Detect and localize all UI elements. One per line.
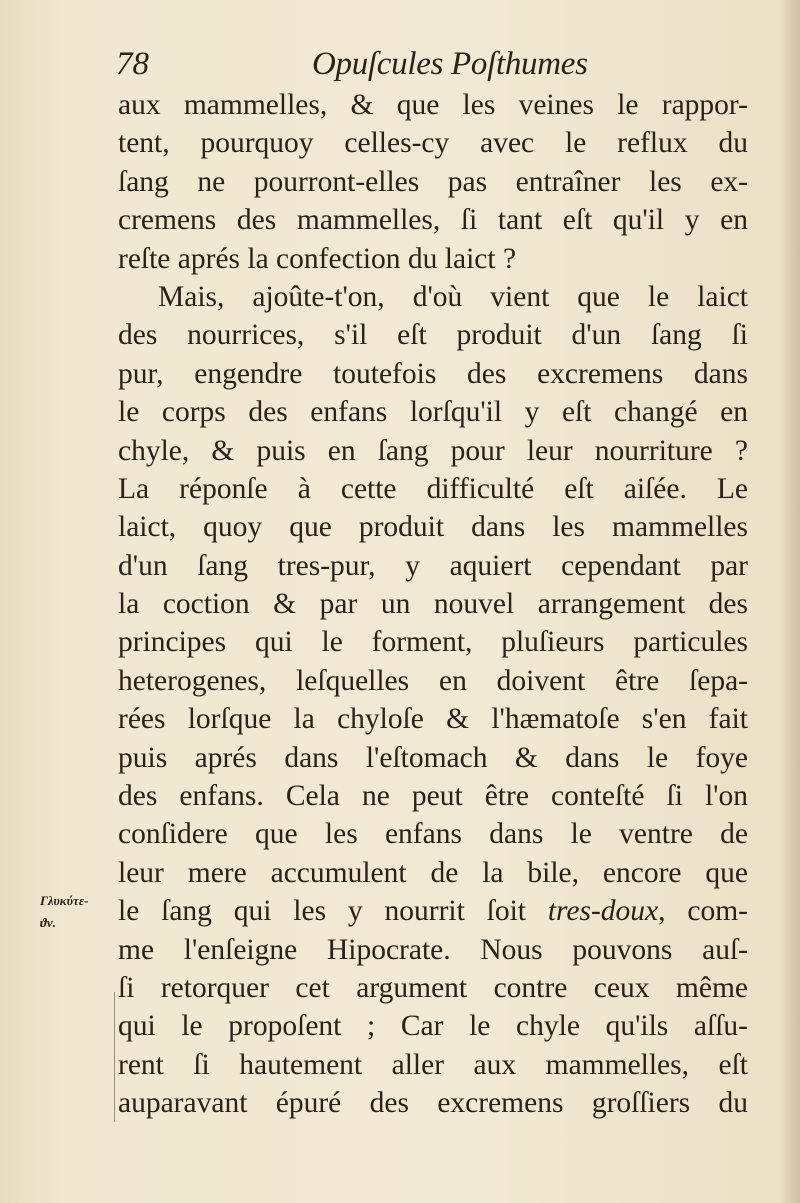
text-line: rent ſi hautement aller aux mammelles, eſt xyxy=(118,1048,748,1081)
text-line: rées lorſque la chyloſe & l'hæmatoſe s'en fait xyxy=(118,703,748,736)
text-line: principes qui le forment, pluſieurs particules xyxy=(118,626,748,659)
text-line: leur mere accumulent de la bile, encore que xyxy=(118,856,748,889)
text-line: qui le propoſent ; Car le chyle qu'ils aſſu- xyxy=(118,1010,748,1043)
paragraph-start-line: Mais, ajoûte-t'on, d'où vient que le laict xyxy=(158,280,748,313)
text-line: conſidere que les enfans dans le ventre de xyxy=(118,818,748,851)
text-line: pur, engendre toutefois des excremens dans xyxy=(118,357,748,390)
text-line: la coction & par un nouvel arrangement des xyxy=(118,588,748,621)
text-line: puis aprés dans l'eſtomach & dans le foye xyxy=(118,741,748,774)
text-run: , com- xyxy=(658,895,748,928)
text-line: des enfans. Cela ne peut être conteſté ſi l'on xyxy=(118,780,748,813)
text-line: me l'enſeigne Hipocrate. Nous pouvons auſ- xyxy=(118,933,748,966)
italic-phrase: tres-doux xyxy=(547,895,659,928)
marginal-note xyxy=(40,890,110,934)
text-run: le ſang qui les y nourrit ſoit xyxy=(118,895,548,928)
text-line: aux mammelles, & que les veines le rappor- xyxy=(118,89,748,121)
text-line-with-italic xyxy=(118,892,748,930)
text-line: le corps des enfans lorſqu'il y eſt changé en xyxy=(118,396,748,429)
text-line: chyle, & puis en ſang pour leur nourriture ? xyxy=(118,434,748,467)
text-line: laict, quoy que produit dans les mammelles xyxy=(118,511,748,544)
text-line: tent, pourquoy celles-cy avec le reflux du xyxy=(118,127,748,160)
text-line: auparavant épuré des excremens groſſiers du xyxy=(118,1087,748,1120)
text-line: reſte aprés la confection du laict ? xyxy=(118,242,517,275)
text-line: d'un ſang tres-pur, y aquiert cependant par xyxy=(118,549,748,582)
marginal-note-line: ϑν. xyxy=(40,915,56,930)
text-line: ſang ne pourront-elles pas entraîner les ex- xyxy=(118,165,748,198)
text-line: des nourrices, s'il eſt produit d'un ſang ſi xyxy=(118,319,748,352)
text-line: cremens des mammelles, ſi tant eſt qu'il y en xyxy=(118,204,748,237)
text-line: ſi retorquer cet argument contre ceux même xyxy=(118,971,748,1004)
marginal-note-line: Γλυκύτε- xyxy=(40,893,89,908)
body-text xyxy=(118,86,748,1123)
page-spine-shadow xyxy=(778,0,800,1203)
running-title: Opuſcules Poſthumes xyxy=(312,46,588,82)
page-number: 78 xyxy=(116,46,149,82)
text-line: La réponſe à cette difficulté eſt aiſée. Le xyxy=(118,472,748,505)
text-line: heterogenes, leſquelles en doivent être ſepa- xyxy=(118,664,748,697)
